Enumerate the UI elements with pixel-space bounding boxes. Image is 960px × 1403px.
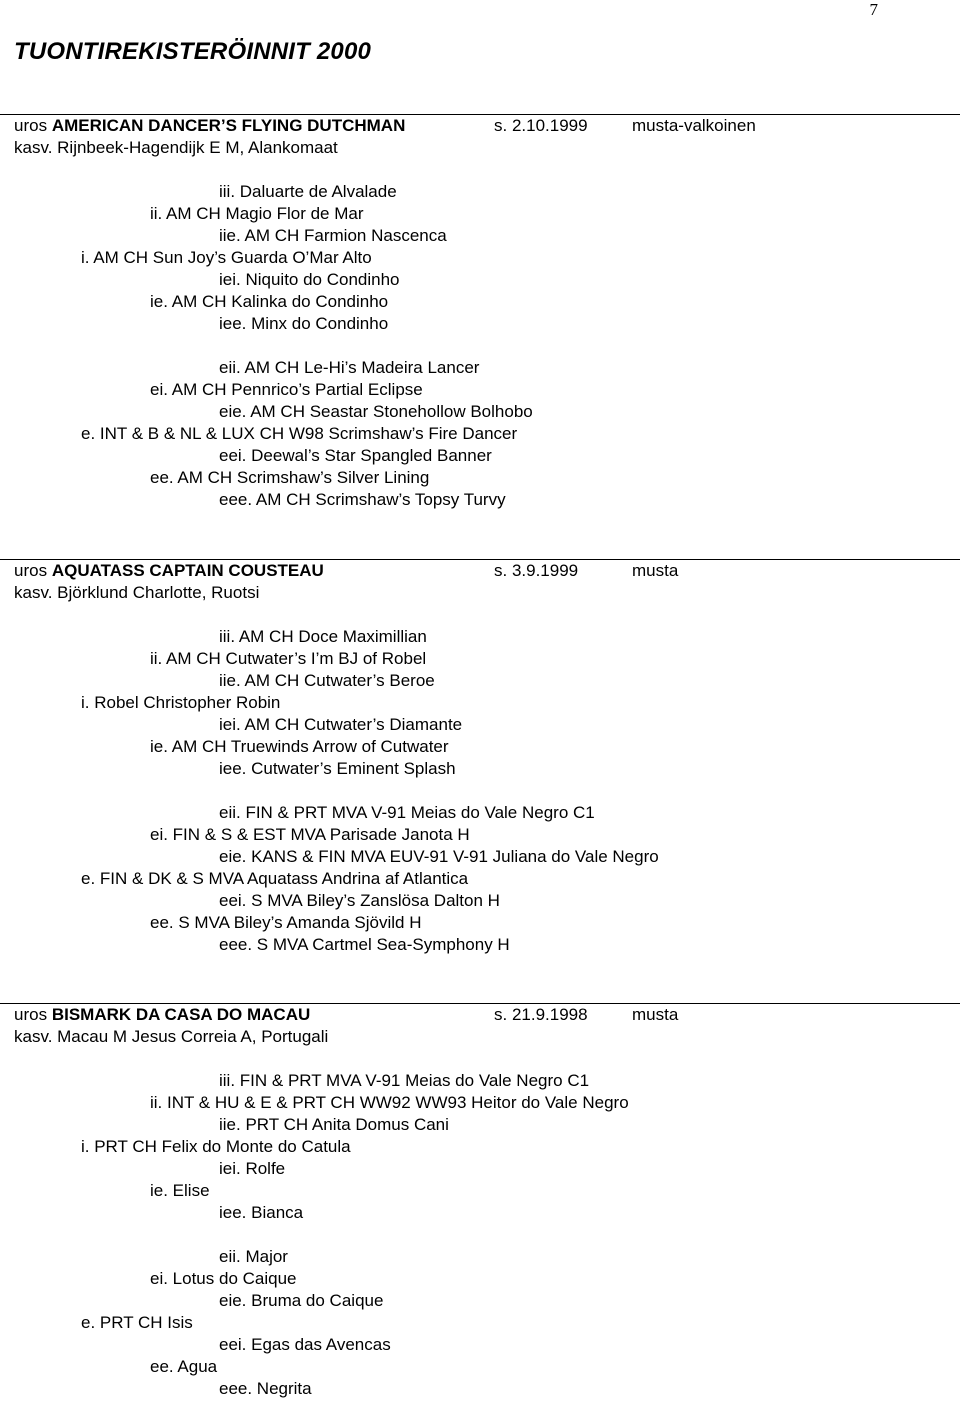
entry-sex-name (14, 115, 405, 137)
pedigree-row: ii. AM CH Cutwater’s I’m BJ of Robel (150, 649, 427, 668)
entry-dog-name: BISMARK DA CASA DO MACAU (51, 1005, 311, 1024)
entry-breeder: kasv. Björklund Charlotte, Ruotsi (14, 583, 260, 602)
entry-color: musta (632, 561, 679, 580)
pedigree-row: ei. FIN & S & EST MVA Parisade Janota H (150, 825, 470, 844)
pedigree-row: iie. AM CH Cutwater’s Beroe (219, 671, 435, 690)
entry-dog-name: AQUATASS CAPTAIN COUSTEAU (51, 561, 324, 580)
pedigree-row: ii. AM CH Magio Flor de Mar (150, 204, 364, 223)
pedigree-row: iee. Bianca (219, 1203, 304, 1222)
entry-header (0, 560, 960, 604)
entry-birth-date: s. 3.9.1999 (494, 561, 579, 580)
entry-breeder: kasv. Rijnbeek-Hagendijk E M, Alankomaat (14, 138, 338, 157)
pedigree-row: ie. Elise (150, 1181, 210, 1200)
pedigree-row: i. AM CH Sun Joy’s Guarda O’Mar Alto (81, 248, 372, 267)
entry-dog-name: AMERICAN DANCER’S FLYING DUTCHMAN (51, 116, 406, 135)
entry-sex: uros (14, 116, 48, 135)
entry-sex-name (14, 1004, 310, 1026)
pedigree-spacer (0, 1224, 960, 1246)
pedigree-row: eie. KANS & FIN MVA EUV-91 V-91 Juliana do Vale Negro (219, 847, 659, 866)
pedigree-row: i. Robel Christopher Robin (81, 693, 281, 712)
pedigree-row: i. PRT CH Felix do Monte do Catula (81, 1137, 351, 1156)
pedigree (0, 626, 960, 956)
page-number: 7 (869, 0, 878, 19)
pedigree-row: ee. AM CH Scrimshaw’s Silver Lining (150, 468, 430, 487)
pedigree-row: iii. Daluarte de Alvalade (219, 182, 397, 201)
pedigree-row: iii. AM CH Doce Maximillian (219, 627, 427, 646)
entry-header (0, 115, 960, 159)
pedigree-row: eee. AM CH Scrimshaw’s Topsy Turvy (219, 490, 506, 509)
registration-entry (0, 559, 960, 956)
pedigree-row: iei. Rolfe (219, 1159, 286, 1178)
pedigree-row: eee. Negrita (219, 1379, 312, 1398)
pedigree-row: eie. Bruma do Caique (219, 1291, 384, 1310)
entry-header (0, 1004, 960, 1048)
pedigree-row: eii. FIN & PRT MVA V-91 Meias do Vale Negro C1 (219, 803, 595, 822)
pedigree-row: ee. S MVA Biley’s Amanda Sjövild H (150, 913, 422, 932)
entry-sex: uros (14, 1005, 48, 1024)
pedigree-row: iie. AM CH Farmion Nascenca (219, 226, 447, 245)
pedigree-row: ie. AM CH Truewinds Arrow of Cutwater (150, 737, 449, 756)
pedigree (0, 181, 960, 511)
pedigree-row: eii. AM CH Le-Hi’s Madeira Lancer (219, 358, 480, 377)
pedigree-row: ii. INT & HU & E & PRT CH WW92 WW93 Heitor do Vale Negro (150, 1093, 629, 1112)
pedigree-row: eie. AM CH Seastar Stonehollow Bolhobo (219, 402, 533, 421)
entry-sex-name (14, 560, 324, 582)
entry-birth-date: s. 21.9.1998 (494, 1005, 588, 1024)
pedigree-row: eii. Major (219, 1247, 288, 1266)
registration-entry (0, 1003, 960, 1400)
pedigree-row: e. INT & B & NL & LUX CH W98 Scrimshaw’s Fire Dancer (81, 424, 518, 443)
pedigree-row: eee. S MVA Cartmel Sea-Symphony H (219, 935, 510, 954)
registration-entry (0, 114, 960, 511)
pedigree-row: iie. PRT CH Anita Domus Cani (219, 1115, 449, 1134)
pedigree-spacer (0, 780, 960, 802)
pedigree-row: ie. AM CH Kalinka do Condinho (150, 292, 389, 311)
pedigree-spacer (0, 335, 960, 357)
pedigree (0, 1070, 960, 1400)
page-title: TUONTIREKISTERÖINNIT 2000 (14, 38, 372, 65)
entry-birth-date: s. 2.10.1999 (494, 116, 588, 135)
pedigree-row: iei. Niquito do Condinho (219, 270, 400, 289)
pedigree-row: iee. Minx do Condinho (219, 314, 389, 333)
entry-sex: uros (14, 561, 48, 580)
entry-breeder: kasv. Macau M Jesus Correia A, Portugali (14, 1027, 329, 1046)
pedigree-row: e. FIN & DK & S MVA Aquatass Andrina af Atlantica (81, 869, 469, 888)
pedigree-row: ei. AM CH Pennrico’s Partial Eclipse (150, 380, 423, 399)
pedigree-row: iee. Cutwater’s Eminent Splash (219, 759, 456, 778)
entry-color: musta-valkoinen (632, 116, 756, 135)
pedigree-row: ee. Agua (150, 1357, 218, 1376)
pedigree-row: e. PRT CH Isis (81, 1313, 193, 1332)
pedigree-row: iii. FIN & PRT MVA V-91 Meias do Vale Negro C1 (219, 1071, 590, 1090)
pedigree-row: ei. Lotus do Caique (150, 1269, 297, 1288)
entry-color: musta (632, 1005, 679, 1024)
pedigree-row: eei. Egas das Avencas (219, 1335, 391, 1354)
pedigree-row: iei. AM CH Cutwater’s Diamante (219, 715, 463, 734)
pedigree-row: eei. Deewal’s Star Spangled Banner (219, 446, 492, 465)
pedigree-row: eei. S MVA Biley’s Zanslösa Dalton H (219, 891, 500, 910)
